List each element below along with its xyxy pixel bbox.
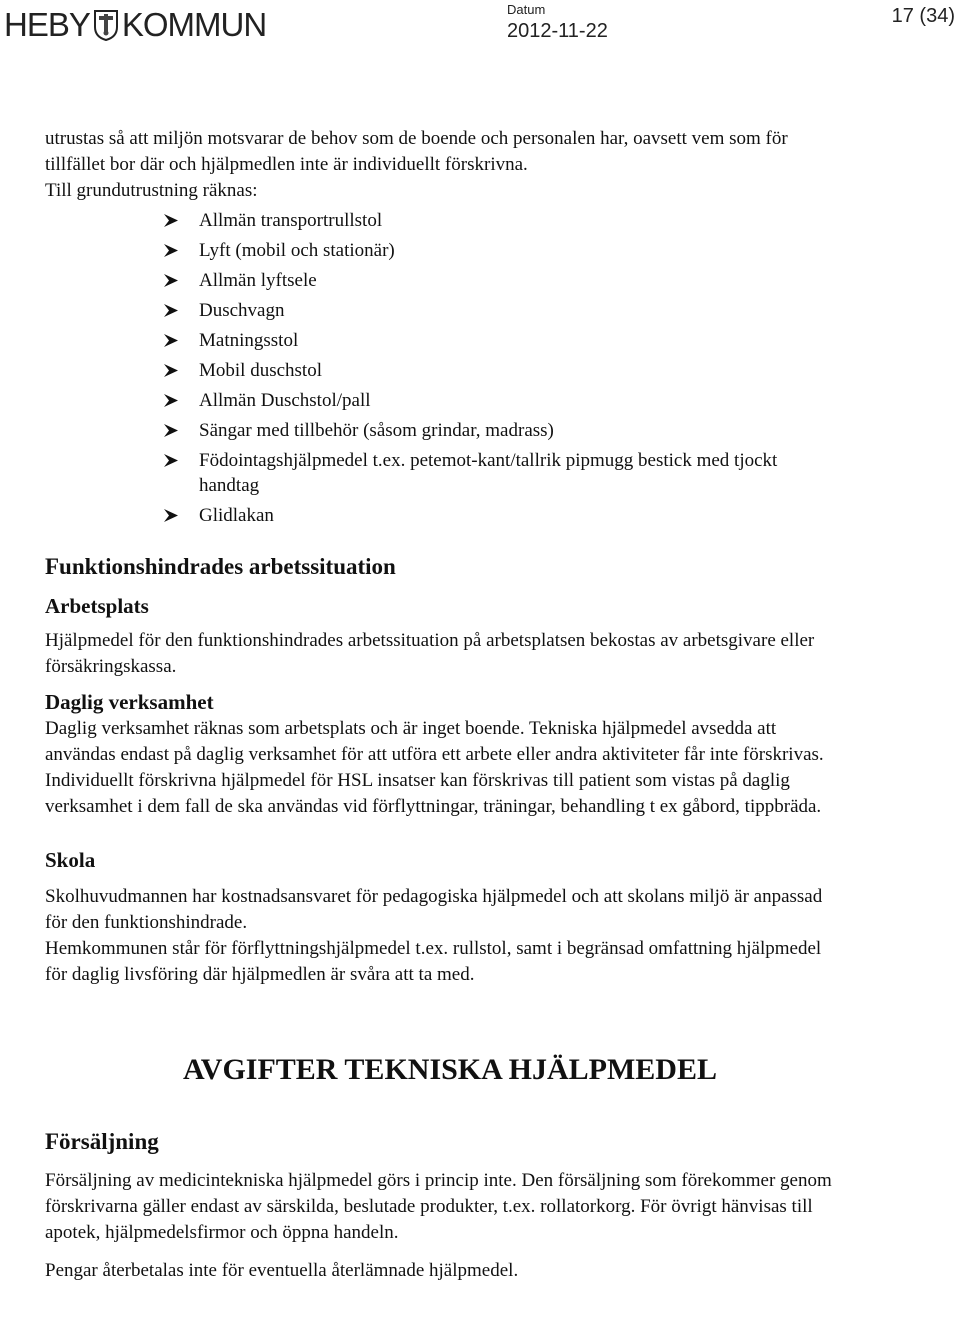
arrow-bullet-icon xyxy=(163,273,179,288)
paragraph-aterbetalning: Pengar återbetalas inte för eventuella återlämnade hjälpmedel. xyxy=(45,1260,519,1281)
paragraph-individuellt: Individuellt förskrivna hjälpmedel för HSL insatser kan förskrivas till patient som vistas på daglig verksamhet i dem fall de ska användas vid förflyttningar, träningar, behandling t ex gåbord, tippbräda. xyxy=(45,770,822,817)
arrow-bullet-icon xyxy=(163,333,179,348)
date-label: Datum xyxy=(507,2,546,17)
arrow-bullet-icon xyxy=(163,508,179,523)
list-item: Lyft (mobil och stationär) xyxy=(162,238,839,263)
list-item: Allmän transportrullstol xyxy=(162,208,839,233)
list-item: Allmän Duschstol/pall xyxy=(162,388,839,413)
page-header xyxy=(0,0,960,60)
list-item: Allmän lyftsele xyxy=(162,268,839,293)
subheading-arbetsplats: Arbetsplats xyxy=(45,594,149,618)
paragraph-daglig-verksamhet: Daglig verksamhet räknas som arbetsplats och är inget boende. Tekniska hjälpmedel avsedda att användas endast på daglig verksamhet för att utföra ett arbete eller andra aktiviteter får inte förskrivas. xyxy=(45,718,824,765)
arrow-bullet-icon xyxy=(163,243,179,258)
page-number: 17 (34) xyxy=(891,5,955,27)
paragraph-hemkommunen: Hemkommunen står för förflyttningshjälpmedel t.ex. rullstol, samt i begränsad omfattning hjälpmedel för daglig livsföring där hjälpmedlen är svåra att ta med. xyxy=(45,938,822,985)
subheading-forsaljning: Försäljning xyxy=(45,1129,159,1154)
list-item: Duschvagn xyxy=(162,298,839,323)
document-body xyxy=(45,126,835,1284)
date-value: 2012-11-22 xyxy=(507,20,608,42)
list-item: Mobil duschstol xyxy=(162,358,839,383)
arrow-bullet-icon xyxy=(163,213,179,228)
paragraph-arbetsplats: Hjälpmedel för den funktionshindrades arbetssituation på arbetsplatsen bekostas av arbetsgivare eller försäkringskassa. xyxy=(45,630,815,677)
list-intro: Till grundutrustning räknas: xyxy=(45,180,258,201)
subheading-daglig-verksamhet: Daglig verksamhet xyxy=(45,690,214,714)
paragraph-skola: Skolhuvudmannen har kostnadsansvaret för pedagogiska hjälpmedel och att skolans miljö är anpassad för den funktionshindrade. xyxy=(45,886,823,933)
arrow-bullet-icon xyxy=(163,453,179,468)
list-item: Sängar med tillbehör (såsom grindar, madrass) xyxy=(162,418,839,443)
list-item: Födointagshjälpmedel t.ex. petemot-kant/tallrik pipmugg bestick med tjockt handtag xyxy=(162,448,839,498)
list-item: Matningsstol xyxy=(162,328,839,353)
logo-text-right: KOMMUN xyxy=(121,6,267,43)
heby-kommun-logo xyxy=(4,6,266,44)
section-title-fees: AVGIFTER TEKNISKA HJÄLPMEDEL xyxy=(182,1053,717,1086)
paragraph-forsaljning: Försäljning av medicintekniska hjälpmedel görs i princip inte. Den försäljning som förekommer genom förskrivarna gäller endast av särskilda, beslutade produkter, t.ex. rollatorkorg. För övrigt hänvisas till apotek, hjälpmedelsfirmor och öppna handeln. xyxy=(45,1170,832,1243)
section-title-work: Funktionshindrades arbetssituation xyxy=(45,554,396,579)
subheading-skola: Skola xyxy=(45,848,96,872)
arrow-bullet-icon xyxy=(163,303,179,318)
arrow-bullet-icon xyxy=(163,423,179,438)
arrow-bullet-icon xyxy=(163,393,179,408)
coat-of-arms-icon xyxy=(93,9,119,41)
intro-paragraph: utrustas så att miljön motsvarar de behov som de boende och personalen har, oavsett vem som för tillfället bor där och hjälpmedlen inte är individuellt förskrivna. xyxy=(45,128,788,175)
list-item: Glidlakan xyxy=(162,503,839,528)
logo-text-left: HEBY xyxy=(4,6,90,43)
equipment-list xyxy=(45,208,835,528)
arrow-bullet-icon xyxy=(163,363,179,378)
